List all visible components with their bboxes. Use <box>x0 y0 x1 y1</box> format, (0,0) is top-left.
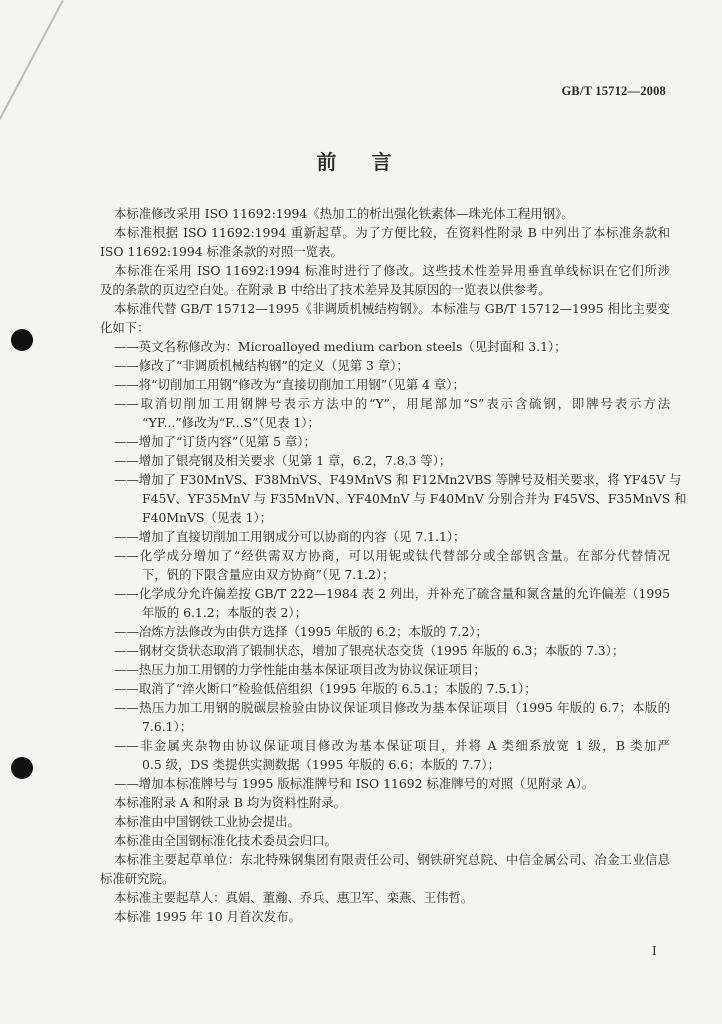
text-line: ——化学成分增加了“经供需双方协商，可以用铌或钛代替部分或全部钒含量。在部分代替情况 <box>114 548 670 563</box>
text-line: ——冶炼方法修改为由供方选择（1995 年版的 6.2；本版的 7.2）； <box>114 624 488 639</box>
text-line: ——非金属夹杂物由协议保证项目修改为基本保证项目，并将 A 类细系放宽 1 级，B 类加严 <box>114 738 670 753</box>
text-line: ——英文名称修改为：Microalloyed medium carbon steels（见封面和 3.1）； <box>114 339 567 354</box>
text-line: ——化学成分允许偏差按 GB/T 222—1984 表 2 列出，并补充了硫含量和氮含量的允许偏差（1995 <box>114 586 670 601</box>
text-line: ——修改了“非调质机械结构钢”的定义（见第 3 章）； <box>114 358 409 373</box>
change-list-item <box>100 356 670 375</box>
text-line: ISO 11692:1994 标准条款的对照一览表。 <box>100 244 343 259</box>
change-list-item <box>100 641 670 660</box>
paragraph <box>100 204 670 223</box>
change-list-item <box>100 774 670 793</box>
text-line: 本标准 1995 年 10 月首次发布。 <box>114 909 301 924</box>
text-line: 本标准在采用 ISO 11692:1994 标准时进行了修改。这些技术性差异用垂直单线标识在它们所涉 <box>114 263 670 278</box>
paragraph <box>100 907 670 926</box>
text-line: 本标准根据 ISO 11692:1994 重新起草。为了方便比较，在资料性附录 B 中列出了本标准条款和 <box>114 225 670 240</box>
paragraph <box>100 223 670 261</box>
punch-hole <box>11 329 33 351</box>
text-line: ——热压力加工用钢的力学性能由基本保证项目改为协议保证项目； <box>114 662 486 677</box>
text-line: 及的条款的页边空白处。在附录 B 中给出了技术差异及其原因的一览表以供参考。 <box>100 282 551 297</box>
text-line: 本标准主要起草人：真娟、董瀚、乔兵、惠卫军、栾燕、王伟哲。 <box>114 890 474 905</box>
change-list-item <box>100 736 670 774</box>
paragraph <box>100 831 670 850</box>
change-list-item <box>100 394 670 432</box>
text-line: 标准研究院。 <box>100 871 175 886</box>
page-number: I <box>652 944 657 958</box>
text-line: ——增加了“订货内容”（见第 5 章）； <box>114 434 316 449</box>
text-line: 下，钒的下限含量应由双方协商”（见 7.1.2）； <box>142 567 395 582</box>
text-line: ——取消切削加工用钢牌号表示方法中的“Y”，用尾部加“S”表示含硫钢，即牌号表示方法 <box>114 396 670 411</box>
standard-number: GB/T 15712—2008 <box>561 84 666 98</box>
change-list-item <box>100 679 670 698</box>
scan-artifact-line <box>0 0 64 125</box>
paragraph <box>100 299 670 337</box>
paragraph <box>100 850 670 888</box>
change-list-item <box>100 660 670 679</box>
change-list-item <box>100 375 670 394</box>
text-line: ——增加了银亮钢及相关要求（见第 1 章，6.2，7.8.3 等）； <box>114 453 452 468</box>
paragraph <box>100 888 670 907</box>
text-line: 化如下： <box>100 320 150 335</box>
text-line: ——将“切削加工用钢”修改为“直接切削加工用钢”（见第 4 章）； <box>114 377 465 392</box>
text-line: ——热压力加工用钢的脱碳层检验由协议保证项目修改为基本保证项目（1995 年版的 6.7；本版的 <box>114 700 670 715</box>
text-line: ——钢材交货状态取消了锻制状态，增加了银亮状态交货（1995 年版的 6.3；本版的 7.3）； <box>114 643 625 658</box>
text-line: F40MnVS（见表 1）； <box>142 510 273 525</box>
text-line: ——增加本标准牌号与 1995 版标准牌号和 ISO 11692 标准牌号的对照（见附录 A）。 <box>114 776 595 791</box>
text-line: 年版的 6.1.2；本版的表 2）； <box>142 605 307 620</box>
change-list-item <box>100 527 670 546</box>
punch-hole <box>11 757 33 779</box>
text-line: F45V、YF35MnV 与 F35MnVN、YF40MnV 与 F40MnV 分别合并为 F45VS、F35MnVS 和 <box>142 491 687 506</box>
text-line: 0.5 级，DS 类提供实测数据（1995 年版的 6.6；本版的 7.7）； <box>142 757 500 772</box>
text-line: 本标准由中国钢铁工业协会提出。 <box>114 814 300 829</box>
change-list-item <box>100 470 687 527</box>
paragraph <box>100 261 670 299</box>
change-list-item <box>100 432 670 451</box>
text-line: 本标准修改采用 ISO 11692:1994《热加工的析出强化铁素体—珠光体工程用钢》。 <box>114 206 574 221</box>
change-list-item <box>100 337 670 356</box>
text-line: ——取消了“淬火断口”检验低倍组织（1995 年版的 6.5.1；本版的 7.5.1）； <box>114 681 537 696</box>
text-line: 本标准代替 GB/T 15712—1995《非调质机械结构钢》。本标准与 GB/T 15712—1995 相比主要变 <box>114 301 670 316</box>
text-line: 本标准由全国钢标准化技术委员会归口。 <box>114 833 338 848</box>
paragraph <box>100 793 670 812</box>
change-list-item <box>100 451 670 470</box>
change-list-item <box>100 584 670 622</box>
text-line: 本标准附录 A 和附录 B 均为资料性附录。 <box>114 795 347 810</box>
paragraph <box>100 812 670 831</box>
text-line: ——增加了 F30MnVS、F38MnVS、F49MnVS 和 F12Mn2VBS 等牌号及相关要求，将 YF45V 与 <box>114 472 682 487</box>
page-title: 前 言 <box>316 150 406 174</box>
text-line: ——增加了直接切削加工用钢成分可以协商的内容（见 7.1.1）； <box>114 529 466 544</box>
change-list-item <box>100 622 670 641</box>
change-list-item <box>100 546 670 584</box>
text-line: 7.6.1）； <box>142 719 193 734</box>
foreword-body <box>100 204 687 926</box>
change-list-item <box>100 698 670 736</box>
text-line: 本标准主要起草单位：东北特殊钢集团有限责任公司、钢铁研究总院、中信金属公司、冶金工业信息 <box>114 852 670 867</box>
text-line: “YF...”修改为“F...S”（见表 1）； <box>142 415 320 430</box>
